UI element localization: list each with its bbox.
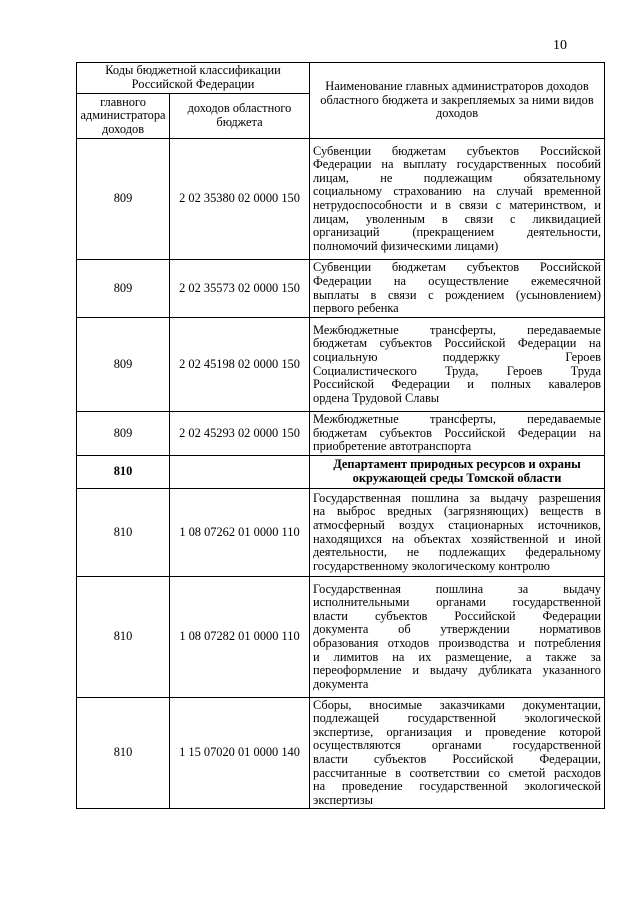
admin-code-cell: 809 <box>77 318 170 412</box>
description-line: Межбюджетные трансферты, передаваемые <box>313 412 601 427</box>
description-line: документа об утверждении нормативов <box>313 622 601 637</box>
description-line: переоформление и выдачу дубликата указанного <box>313 663 601 678</box>
table-row <box>77 698 605 809</box>
description-line: Субвенции бюджетам субъектов Российской <box>313 143 601 158</box>
header-income-column: доходов областного бюджета <box>170 94 310 139</box>
description-line: Государственная пошлина за выдачу разрешения <box>313 490 601 505</box>
description-line: Государственная пошлина за выдачу <box>313 581 601 596</box>
table-row <box>77 139 605 260</box>
description-line: выплаты в связи с рождением (усыновлением) <box>313 287 601 302</box>
description-line: лицам, не подлежащим обязательному <box>313 170 601 185</box>
income-code-cell: 2 02 35380 02 0000 150 <box>170 139 310 260</box>
description-cell <box>310 577 605 698</box>
description-line: нетрудоспособности и в связи с материнством, и <box>313 198 601 212</box>
income-code-cell: 2 02 35573 02 0000 150 <box>170 260 310 318</box>
description-line: приобретение автотранспорта <box>313 439 472 454</box>
description-line: Межбюджетные трансферты, передаваемые <box>313 322 601 337</box>
description-line: документа <box>313 676 369 691</box>
income-code-cell: 1 08 07262 01 0000 110 <box>170 489 310 577</box>
description-line: образования отходов производства и потребления <box>313 636 601 650</box>
description-line: социальному страхованию на случай временной <box>313 184 601 199</box>
income-code-cell: 1 15 07020 01 0000 140 <box>170 698 310 809</box>
description-line: социальную поддержку Героев <box>313 349 601 364</box>
table-body <box>77 139 605 809</box>
description-line: организаций (прекращением деятельности, <box>313 225 601 240</box>
description-line: Департамент природных ресурсов и охраны <box>333 457 581 472</box>
description-cell <box>310 139 605 260</box>
description-line: атмосферный воздух стационарных источников, <box>313 517 601 532</box>
description-line: рассчитанные в соответствии со сметой расходов <box>313 765 601 780</box>
table-row <box>77 412 605 456</box>
description-line: экспертизе, организация и проведение которой <box>313 724 601 739</box>
header-name-column: Наименование главных администраторов доходов областного бюджета и закрепляемых за ними видов доходов <box>310 63 605 139</box>
description-line: на выброс вредных (загрязняющих) веществ в <box>313 504 601 519</box>
description-line: первого ребенка <box>313 301 399 316</box>
table-row <box>77 318 605 412</box>
description-line: ордена Трудовой Славы <box>313 390 440 405</box>
income-code-cell: 2 02 45293 02 0000 150 <box>170 412 310 456</box>
header-codes-group: Коды бюджетной классификации Российской Федерации <box>77 63 310 94</box>
budget-classification-table <box>76 62 605 809</box>
table-row <box>77 577 605 698</box>
table-row <box>77 489 605 577</box>
description-line: Социалистического Труда, Героев Труда <box>313 363 601 378</box>
description-line: Российской Федерации и полных кавалеров <box>313 377 601 392</box>
description-cell <box>310 260 605 318</box>
department-row <box>77 456 605 489</box>
description-line: Федерации на осуществление ежемесячной <box>313 273 601 288</box>
description-line: власти субъектов Российской Федерации <box>313 608 601 623</box>
income-code-cell: 1 08 07282 01 0000 110 <box>170 577 310 698</box>
description-line: власти субъектов Российской Федерации, <box>313 752 601 766</box>
description-cell <box>310 698 605 809</box>
admin-code-cell: 809 <box>77 412 170 456</box>
description-line: осуществляются органами государственной <box>313 738 601 753</box>
description-line: и лимитов на их размещение, а также за <box>313 649 601 664</box>
admin-code-cell: 810 <box>77 456 170 489</box>
header-admin-column: главного администратора доходов <box>77 94 170 139</box>
description-cell <box>310 489 605 577</box>
admin-code-cell: 809 <box>77 260 170 318</box>
description-line: окружающей среды Томской области <box>352 471 562 485</box>
page-number: 10 <box>553 38 567 53</box>
description-line: лицам, уволенным в связи с ликвидацией <box>313 211 601 226</box>
description-line: экспертизы <box>313 792 373 807</box>
description-line: исполнительными органами государственной <box>313 595 601 610</box>
description-line: Федерации на выплату государственных пособий <box>313 157 601 172</box>
description-line: бюджетам субъектов Российской Федерации на <box>313 336 601 351</box>
description-line: государственному экологическому контролю <box>313 558 550 573</box>
description-line: деятельности, не подлежащих федеральному <box>313 545 601 560</box>
income-code-cell: 2 02 45198 02 0000 150 <box>170 318 310 412</box>
admin-code-cell: 810 <box>77 489 170 577</box>
description-line: подлежащей государственной экологической <box>313 711 601 726</box>
admin-code-cell: 809 <box>77 139 170 260</box>
description-line: Сборы, вносимые заказчиками документации, <box>313 697 601 712</box>
description-cell <box>310 412 605 456</box>
admin-code-cell: 810 <box>77 698 170 809</box>
income-code-cell <box>170 456 310 489</box>
description-line: бюджетам субъектов Российской Федерации на <box>313 425 601 440</box>
description-line: на проведение государственной экологической <box>313 779 601 794</box>
description-line: Субвенции бюджетам субъектов Российской <box>313 260 601 275</box>
description-line: полномочий физическими лицами) <box>313 238 499 253</box>
department-name-cell <box>310 456 605 489</box>
admin-code-cell: 810 <box>77 577 170 698</box>
description-line: находящихся на объектах хозяйственной и иной <box>313 531 601 546</box>
description-cell <box>310 318 605 412</box>
table-row <box>77 260 605 318</box>
